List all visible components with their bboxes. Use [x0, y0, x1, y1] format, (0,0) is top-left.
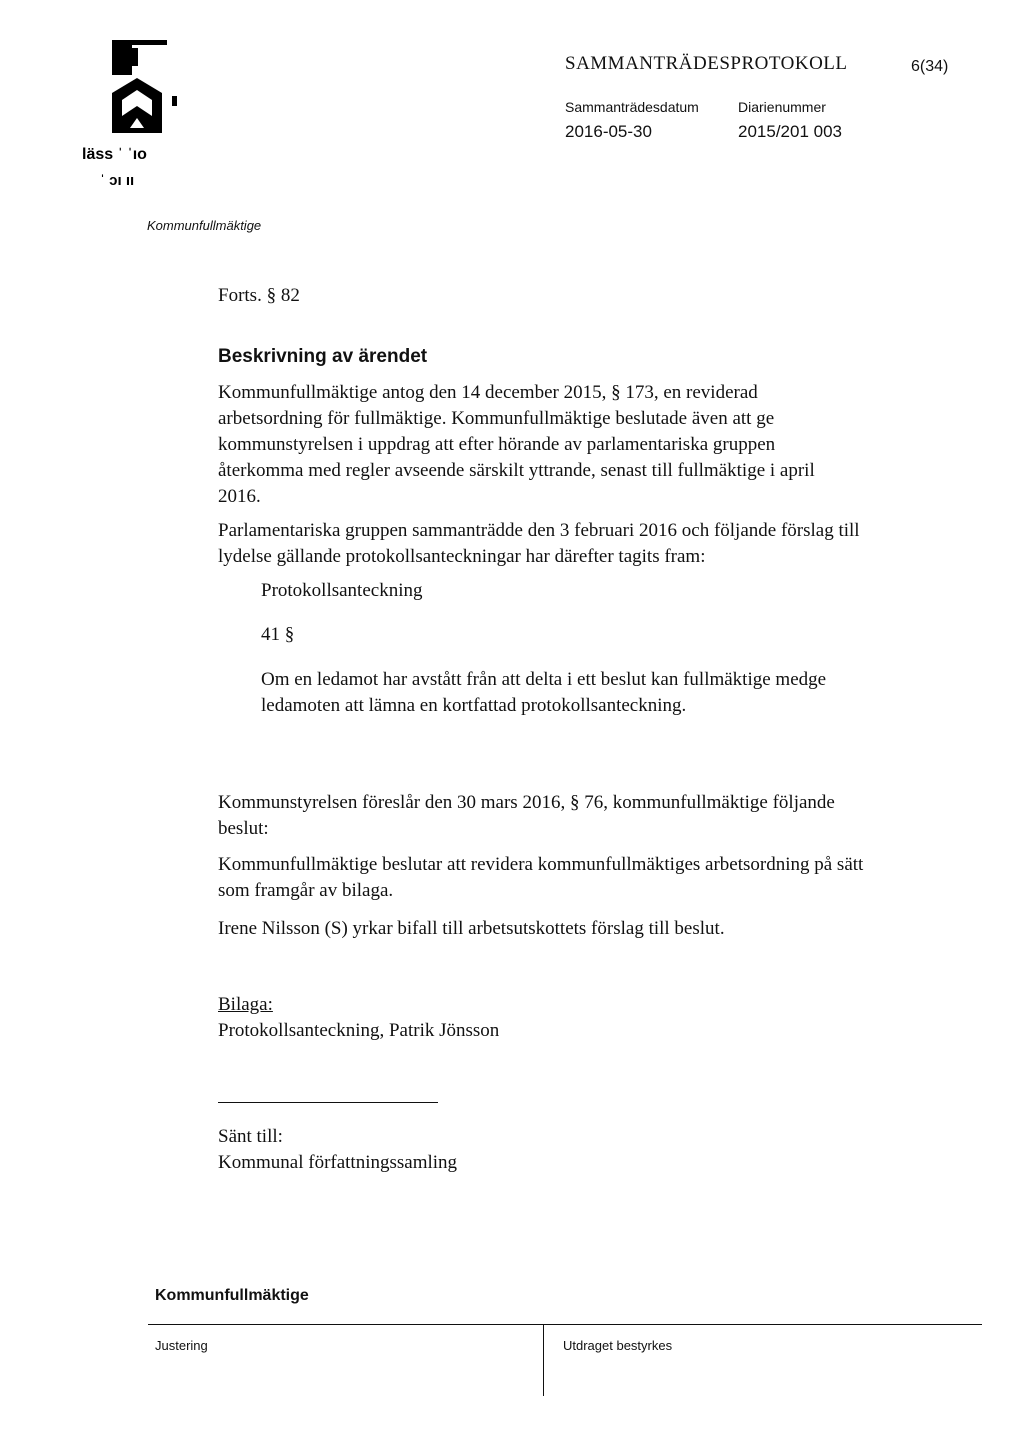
footer-vertical-divider — [543, 1324, 544, 1396]
logo-text-line1: läss ˈ ˈıo — [82, 146, 147, 163]
date-label: Sammanträdesdatum — [565, 99, 699, 115]
municipal-logo — [82, 38, 192, 188]
footer-organ: Kommunfullmäktige — [155, 1287, 309, 1304]
organ-label: Kommunfullmäktige — [147, 218, 262, 233]
document-type: SAMMANTRÄDESPROTOKOLL — [565, 53, 848, 74]
separator-line — [218, 1102, 438, 1103]
section-reference: Forts. § 82 — [218, 285, 300, 306]
quote-body: Om en ledamot har avstått från att delta i ett beslut kan fullmäktige medge ledamoten att lämna en kortfattad protokollsanteckning. — [261, 669, 827, 716]
justering-field: Justering — [155, 1338, 208, 1353]
section-heading: Beskrivning av ärendet — [218, 346, 428, 367]
sent-to-label: Sänt till: — [218, 1126, 283, 1147]
attachment-value: Protokollsanteckning, Patrik Jönsson — [218, 1020, 500, 1041]
logo-text-line2: ˈ ɔı ıı — [100, 172, 135, 189]
paragraph-parliamentary-group: Parlamentariska gruppen sammanträdde den 3 februari 2016 och följande förslag till lydelse gällande protokollsanteckningar har därefter tagits fram: — [218, 520, 860, 567]
sent-to-value: Kommunal författningssamling — [218, 1152, 458, 1173]
paragraph-decision: Kommunfullmäktige beslutar att revidera kommunfullmäktiges arbetsordning på sätt som framgår av bilaga. — [218, 854, 864, 901]
diary-value: 2015/201 003 — [738, 122, 842, 141]
date-value: 2016-05-30 — [565, 122, 652, 141]
footer-divider — [148, 1324, 982, 1325]
paragraph-motion: Irene Nilsson (S) yrkar bifall till arbetsutskottets förslag till beslut. — [218, 918, 725, 939]
paragraph-proposal: Kommunstyrelsen föreslår den 30 mars 2016, § 76, kommunfullmäktige följande beslut: — [218, 792, 835, 839]
attachment-label: Bilaga: — [218, 994, 273, 1015]
utdrag-field: Utdraget bestyrkes — [563, 1338, 673, 1353]
diary-label: Diarienummer — [738, 99, 826, 115]
page-number: 6(34) — [911, 58, 949, 75]
coat-of-arms-icon — [82, 38, 192, 138]
paragraph-background: Kommunfullmäktige antog den 14 december 2015, § 173, en reviderad arbetsordning för fullmäktige. Kommunfullmäktige beslutade även att ge kommunstyrelsen i uppdrag att efter hörande av parlamentariska gruppen återkomma med regler avseende särskilt yttrande, senast till fullmäktige i april 2016. — [218, 382, 815, 507]
quote-title: Protokollsanteckning — [261, 580, 423, 601]
quote-reference: 41 § — [261, 624, 295, 645]
